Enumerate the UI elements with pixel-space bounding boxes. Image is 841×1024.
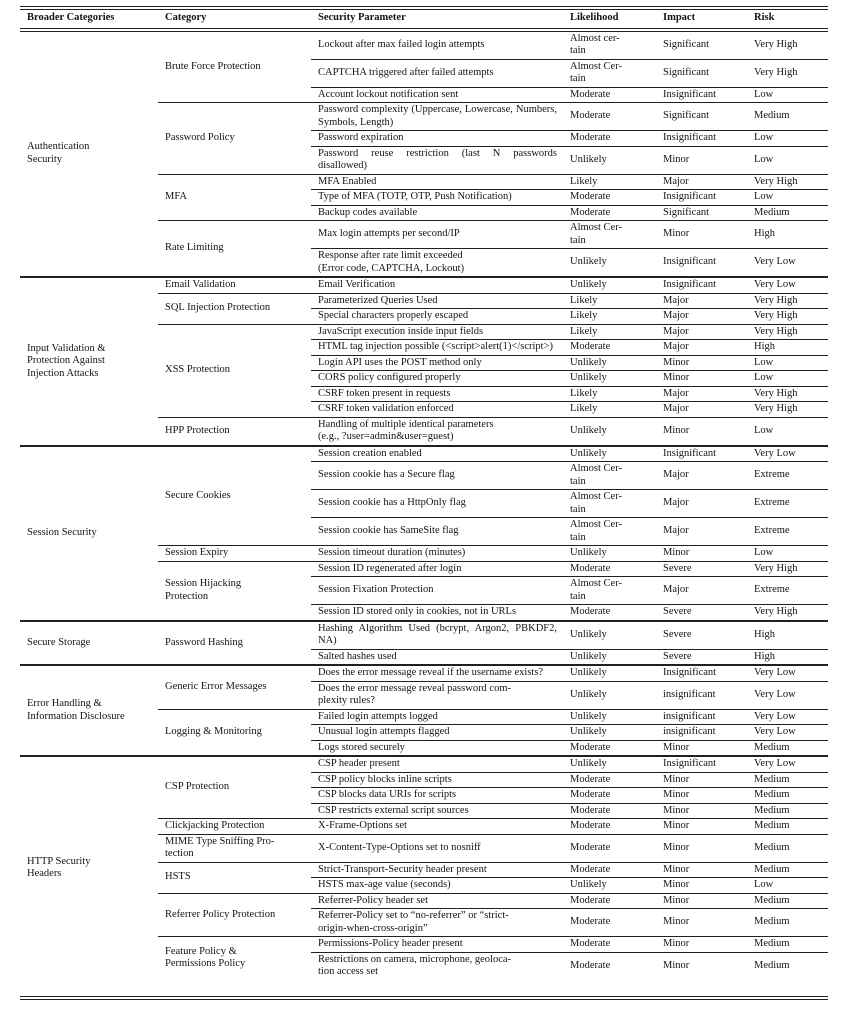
broader-category-cell: HTTP Security Headers <box>20 756 158 980</box>
risk-cell: Medium <box>747 103 828 131</box>
impact-cell: Major <box>656 386 747 402</box>
security-parameters-table <box>20 6 828 1000</box>
impact-cell: Major <box>656 518 747 546</box>
likelihood-cell: Unlikely <box>563 277 656 293</box>
category-cell: Feature Policy & Permissions Policy <box>158 937 311 980</box>
category-cell: Email Validation <box>158 277 311 293</box>
security-parameter-cell: Referrer-Policy header set <box>311 893 563 909</box>
likelihood-cell: Likely <box>563 174 656 190</box>
security-parameter-cell: Email Verification <box>311 277 563 293</box>
risk-cell: Low <box>747 417 828 446</box>
likelihood-cell: Moderate <box>563 605 656 621</box>
security-parameter-cell: Parameterized Queries Used <box>311 293 563 309</box>
category-cell: XSS Protection <box>158 324 311 417</box>
table-row <box>20 665 828 681</box>
risk-cell: Medium <box>747 788 828 804</box>
security-parameter-cell: Max login attempts per second/IP <box>311 221 563 249</box>
risk-cell: Medium <box>747 937 828 953</box>
likelihood-cell: Likely <box>563 324 656 340</box>
column-header-risk: Risk <box>747 8 828 30</box>
likelihood-cell: Unlikely <box>563 146 656 174</box>
risk-cell: Medium <box>747 834 828 862</box>
impact-cell: Minor <box>656 355 747 371</box>
risk-cell: Very Low <box>747 709 828 725</box>
security-parameter-cell: Strict-Transport-Security header present <box>311 862 563 878</box>
security-parameter-cell: Hashing Algorithm Used (bcrypt, Argon2, PBKDF2, NA) <box>311 621 563 650</box>
security-parameter-cell: Handling of multiple identical parameters (e.g., ?user=admin&user=guest) <box>311 417 563 446</box>
category-cell: SQL Injection Protection <box>158 293 311 324</box>
security-parameter-cell: CSRF token present in requests <box>311 386 563 402</box>
table-row <box>20 446 828 462</box>
risk-cell: Medium <box>747 772 828 788</box>
impact-cell: Minor <box>656 221 747 249</box>
table-row <box>20 277 828 293</box>
impact-cell: Insignificant <box>656 756 747 772</box>
likelihood-cell: Likely <box>563 386 656 402</box>
impact-cell: Minor <box>656 803 747 819</box>
impact-cell: Severe <box>656 605 747 621</box>
likelihood-cell: Likely <box>563 402 656 418</box>
security-parameter-cell: Session timeout duration (minutes) <box>311 546 563 562</box>
likelihood-cell: Moderate <box>563 803 656 819</box>
likelihood-cell: Unlikely <box>563 371 656 387</box>
impact-cell: Major <box>656 293 747 309</box>
likelihood-cell: Moderate <box>563 340 656 356</box>
header-row <box>20 8 828 30</box>
security-parameter-cell: Restrictions on camera, microphone, geoloca- tion access set <box>311 952 563 980</box>
risk-cell: Very Low <box>747 756 828 772</box>
risk-cell: Very High <box>747 59 828 87</box>
risk-cell: Very Low <box>747 277 828 293</box>
category-cell: Password Policy <box>158 103 311 175</box>
risk-cell: Extreme <box>747 518 828 546</box>
risk-cell: Low <box>747 371 828 387</box>
likelihood-cell: Moderate <box>563 131 656 147</box>
security-parameter-cell: CSP policy blocks inline scripts <box>311 772 563 788</box>
risk-cell: Very Low <box>747 681 828 709</box>
risk-cell: Extreme <box>747 577 828 605</box>
broader-category-cell: Session Security <box>20 446 158 621</box>
impact-cell: Insignificant <box>656 249 747 278</box>
likelihood-cell: Almost Cer- tain <box>563 462 656 490</box>
risk-cell: Very Low <box>747 665 828 681</box>
likelihood-cell: Moderate <box>563 937 656 953</box>
risk-cell: Very High <box>747 174 828 190</box>
risk-cell: Low <box>747 355 828 371</box>
security-parameter-cell: Password complexity (Uppercase, Lowercase, Numbers, Symbols, Length) <box>311 103 563 131</box>
category-cell: Generic Error Messages <box>158 665 311 709</box>
likelihood-cell: Likely <box>563 309 656 325</box>
risk-cell: High <box>747 221 828 249</box>
likelihood-cell: Moderate <box>563 87 656 103</box>
category-cell: HSTS <box>158 862 311 893</box>
risk-cell: Very High <box>747 293 828 309</box>
risk-cell: Medium <box>747 740 828 756</box>
impact-cell: Minor <box>656 893 747 909</box>
impact-cell: Major <box>656 462 747 490</box>
category-cell: Clickjacking Protection <box>158 819 311 835</box>
likelihood-cell: Almost cer- tain <box>570 32 620 56</box>
likelihood-cell: Unlikely <box>563 355 656 371</box>
security-parameter-cell: Unusual login attempts flagged <box>311 725 563 741</box>
impact-cell: Insignificant <box>656 665 747 681</box>
category-cell: Secure Cookies <box>158 446 311 546</box>
risk-cell: Very High <box>747 324 828 340</box>
impact-cell: Significant <box>656 205 747 221</box>
security-parameter-cell: Referrer-Policy set to “no-referrer” or “strict- origin-when-cross-origin” <box>311 909 563 937</box>
risk-cell: Extreme <box>747 462 828 490</box>
risk-cell: Extreme <box>747 490 828 518</box>
impact-cell: Minor <box>656 546 747 562</box>
security-parameter-cell: Salted hashes used <box>311 649 563 665</box>
security-parameter-cell: Session ID stored only in cookies, not in URLs <box>311 605 563 621</box>
likelihood-cell: Unlikely <box>563 878 656 894</box>
likelihood-cell: Almost Cer- tain <box>563 221 656 249</box>
impact-cell: Major <box>656 324 747 340</box>
category-cell: Password Hashing <box>158 621 311 666</box>
impact-cell: Minor <box>656 772 747 788</box>
table-bottom-spacer <box>20 980 828 998</box>
category-cell: Brute Force Protection <box>165 60 261 72</box>
security-parameter-cell: JavaScript execution inside input fields <box>311 324 563 340</box>
likelihood-cell: Moderate <box>563 952 656 980</box>
security-parameter-cell: Permissions-Policy header present <box>311 937 563 953</box>
impact-cell: Severe <box>656 621 747 650</box>
likelihood-cell: Unlikely <box>563 621 656 650</box>
security-parameter-cell: Login API uses the POST method only <box>311 355 563 371</box>
risk-cell: Medium <box>747 205 828 221</box>
impact-cell: insignificant <box>656 725 747 741</box>
impact-cell: Minor <box>656 740 747 756</box>
broader-category-cell: Error Handling & Information Disclosure <box>20 665 158 756</box>
impact-cell: Major <box>656 490 747 518</box>
impact-cell: Minor <box>656 952 747 980</box>
category-cell: Rate Limiting <box>158 221 311 278</box>
likelihood-cell: Moderate <box>563 190 656 206</box>
broader-category-cell: Secure Storage <box>20 621 158 666</box>
security-parameter-cell: CORS policy configured properly <box>311 371 563 387</box>
security-parameter-cell: CSP header present <box>311 756 563 772</box>
column-header-broader-categories: Broader Categories <box>20 8 158 30</box>
risk-cell: High <box>747 340 828 356</box>
likelihood-cell: Moderate <box>563 561 656 577</box>
risk-cell: Very High <box>747 605 828 621</box>
likelihood-cell: Moderate <box>563 909 656 937</box>
likelihood-cell: Unlikely <box>563 709 656 725</box>
likelihood-cell: Moderate <box>563 834 656 862</box>
security-parameter-cell: X-Frame-Options set <box>311 819 563 835</box>
risk-cell: Very Low <box>747 249 828 278</box>
impact-cell: Insignificant <box>656 446 747 462</box>
likelihood-cell: Unlikely <box>563 546 656 562</box>
column-header-security-parameter: Security Parameter <box>311 8 563 30</box>
security-parameter-cell: Logs stored securely <box>311 740 563 756</box>
impact-cell: insignificant <box>656 681 747 709</box>
risk-cell: Very High <box>747 309 828 325</box>
security-parameter-cell: CAPTCHA triggered after failed attempts <box>311 59 563 87</box>
security-parameter-cell: Does the error message reveal if the username exists? <box>311 665 563 681</box>
impact-cell: Minor <box>656 834 747 862</box>
likelihood-cell: Unlikely <box>563 249 656 278</box>
likelihood-cell: Moderate <box>563 788 656 804</box>
risk-cell: Medium <box>747 893 828 909</box>
risk-cell: Very High <box>747 386 828 402</box>
security-parameter-cell: X-Content-Type-Options set to nosniff <box>311 834 563 862</box>
likelihood-cell: Almost Cer- tain <box>563 518 656 546</box>
impact-cell: Insignificant <box>656 87 747 103</box>
impact-cell: Minor <box>656 788 747 804</box>
likelihood-cell: Almost Cer- tain <box>563 490 656 518</box>
likelihood-cell: Unlikely <box>563 725 656 741</box>
security-parameter-cell: Backup codes available <box>311 205 563 221</box>
likelihood-cell: Moderate <box>563 205 656 221</box>
risk-cell: Medium <box>747 862 828 878</box>
likelihood-cell: Almost Cer- tain <box>563 577 656 605</box>
impact-cell: Major <box>656 174 747 190</box>
category-cell: Session Hijacking Protection <box>158 561 311 621</box>
category-cell: MIME Type Sniffing Pro- tection <box>158 834 311 862</box>
likelihood-cell: Unlikely <box>563 756 656 772</box>
risk-cell: Medium <box>747 952 828 980</box>
likelihood-cell: Moderate <box>563 772 656 788</box>
likelihood-cell: Moderate <box>563 862 656 878</box>
likelihood-cell: Unlikely <box>563 417 656 446</box>
impact-cell: Major <box>656 577 747 605</box>
impact-cell: Significant <box>663 38 710 50</box>
impact-cell: Minor <box>656 937 747 953</box>
risk-cell: Medium <box>747 819 828 835</box>
impact-cell: Major <box>656 402 747 418</box>
impact-cell: Minor <box>656 146 747 174</box>
impact-cell: Insignificant <box>656 131 747 147</box>
table-body <box>20 30 828 980</box>
impact-cell: Minor <box>656 862 747 878</box>
impact-cell: Minor <box>656 909 747 937</box>
risk-cell: Very Low <box>747 446 828 462</box>
security-parameter-cell: Password reuse restriction (last N passwords disallowed) <box>311 146 563 174</box>
risk-cell: Medium <box>747 909 828 937</box>
risk-cell: High <box>747 649 828 665</box>
security-parameter-cell: Type of MFA (TOTP, OTP, Push Notification) <box>311 190 563 206</box>
column-header-category: Category <box>158 8 311 30</box>
table-row <box>20 30 828 60</box>
category-cell: HPP Protection <box>158 417 311 446</box>
impact-cell: Minor <box>656 371 747 387</box>
impact-cell: Severe <box>656 561 747 577</box>
table-row <box>20 756 828 772</box>
table-row <box>20 621 828 650</box>
spacer-cell <box>20 980 828 998</box>
security-parameter-cell: Session Fixation Protection <box>311 577 563 605</box>
security-parameter-cell: HTML tag injection possible (<script>alert(1)</script>) <box>311 340 563 356</box>
security-parameter-cell: Session ID regenerated after login <box>311 561 563 577</box>
security-parameter-cell: CSP blocks data URIs for scripts <box>311 788 563 804</box>
impact-cell: insignificant <box>656 709 747 725</box>
likelihood-cell: Moderate <box>563 103 656 131</box>
security-parameter-cell: Account lockout notification sent <box>311 87 563 103</box>
risk-cell: Low <box>747 131 828 147</box>
category-cell: Logging & Monitoring <box>158 709 311 756</box>
impact-cell: Minor <box>656 819 747 835</box>
impact-cell: Insignificant <box>656 190 747 206</box>
security-parameter-cell: Special characters properly escaped <box>311 309 563 325</box>
security-parameter-cell: Password expiration <box>311 131 563 147</box>
impact-cell: Minor <box>656 878 747 894</box>
category-cell: MFA <box>158 174 311 221</box>
impact-cell: Severe <box>656 649 747 665</box>
likelihood-cell: Moderate <box>563 893 656 909</box>
likelihood-cell: Unlikely <box>563 681 656 709</box>
risk-cell: Low <box>747 878 828 894</box>
security-parameter-cell: Failed login attempts logged <box>311 709 563 725</box>
security-parameter-cell: HSTS max-age value (seconds) <box>311 878 563 894</box>
broader-category-cell: Authentication Security <box>27 141 90 165</box>
security-parameter-cell: Lockout after max failed login attempts <box>318 38 485 50</box>
risk-cell: Low <box>747 146 828 174</box>
column-header-likelihood: Likelihood <box>563 8 656 30</box>
category-cell: Session Expiry <box>158 546 311 562</box>
security-parameter-cell: Session cookie has SameSite flag <box>311 518 563 546</box>
impact-cell: Significant <box>656 103 747 131</box>
impact-cell: Significant <box>656 59 747 87</box>
likelihood-cell: Moderate <box>563 740 656 756</box>
broader-category-cell: Input Validation & Protection Against Injection Attacks <box>20 277 158 446</box>
security-parameter-cell: Session cookie has a Secure flag <box>311 462 563 490</box>
risk-cell: Low <box>747 190 828 206</box>
likelihood-cell: Unlikely <box>563 649 656 665</box>
security-parameter-cell: Session cookie has a HttpOnly flag <box>311 490 563 518</box>
security-parameter-cell: CSP restricts external script sources <box>311 803 563 819</box>
impact-cell: Major <box>656 340 747 356</box>
category-cell: Referrer Policy Protection <box>158 893 311 937</box>
risk-cell: High <box>747 621 828 650</box>
likelihood-cell: Unlikely <box>563 446 656 462</box>
column-header-impact: Impact <box>656 8 747 30</box>
likelihood-cell: Unlikely <box>563 665 656 681</box>
risk-cell: Low <box>747 546 828 562</box>
security-parameter-cell: Does the error message reveal password com- plexity rules? <box>311 681 563 709</box>
risk-cell: Very Low <box>747 725 828 741</box>
risk-cell: Very High <box>747 402 828 418</box>
impact-cell: Insignificant <box>656 277 747 293</box>
category-cell: CSP Protection <box>158 756 311 819</box>
risk-cell: Low <box>747 87 828 103</box>
security-parameter-cell: CSRF token validation enforced <box>311 402 563 418</box>
security-parameter-cell: MFA Enabled <box>311 174 563 190</box>
security-parameter-cell: Response after rate limit exceeded (Error code, CAPTCHA, Lockout) <box>311 249 563 278</box>
likelihood-cell: Moderate <box>563 819 656 835</box>
impact-cell: Minor <box>656 417 747 446</box>
likelihood-cell: Almost Cer- tain <box>563 59 656 87</box>
risk-cell: Very High <box>754 38 798 50</box>
security-parameter-cell: Session creation enabled <box>311 446 563 462</box>
risk-cell: Very High <box>747 561 828 577</box>
risk-cell: Medium <box>747 803 828 819</box>
impact-cell: Major <box>656 309 747 325</box>
likelihood-cell: Likely <box>563 293 656 309</box>
